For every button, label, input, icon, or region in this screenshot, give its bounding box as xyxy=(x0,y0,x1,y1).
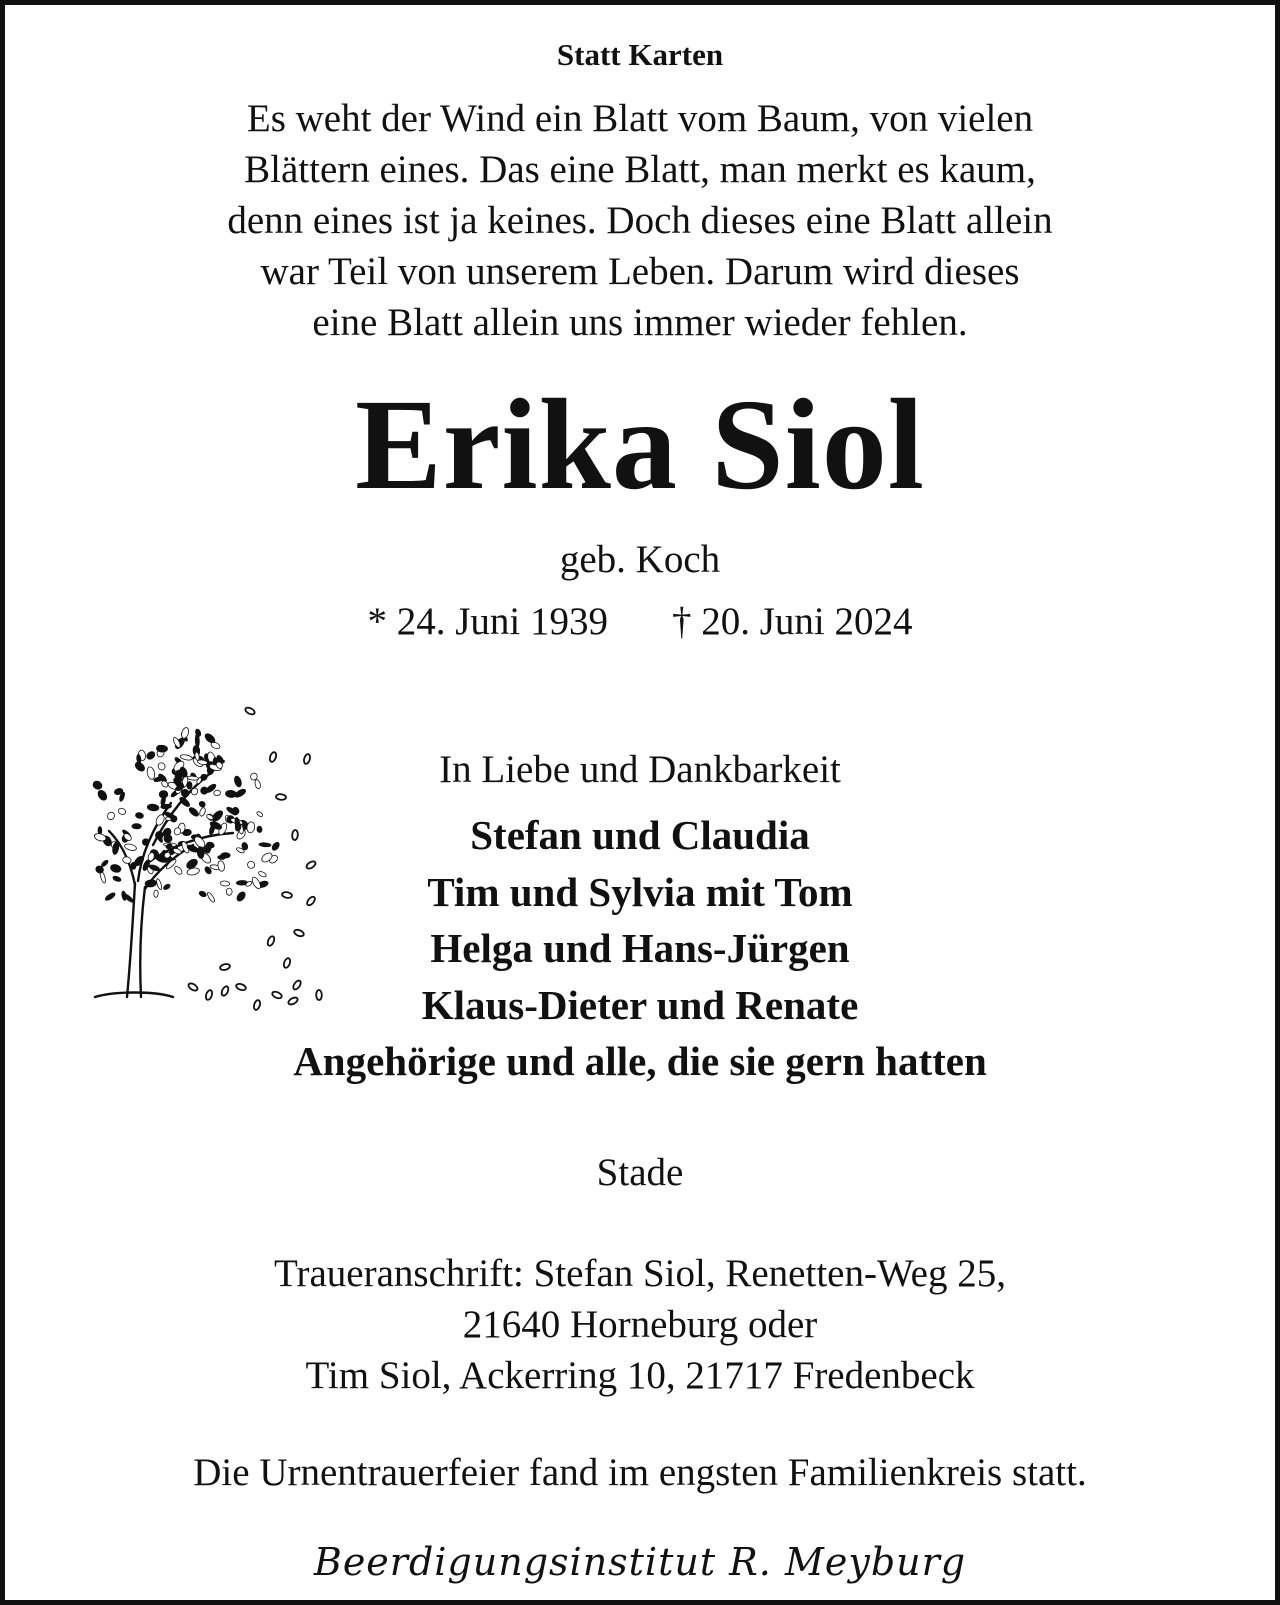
death-date: † 20. Juni 2024 xyxy=(672,600,913,643)
deceased-name: Erika Siol xyxy=(355,373,925,517)
mourner: Angehörige und alle, die sie gern hatten xyxy=(293,1038,987,1084)
funeral-home: Beerdigungsinstitut R. Meyburg xyxy=(313,1540,967,1584)
life-dates xyxy=(5,597,1275,647)
mourner: Stefan und Claudia xyxy=(470,812,810,858)
poem-line: Es weht der Wind ein Blatt vom Baum, von vielen xyxy=(246,97,1034,140)
address-line: Traueranschrift: Stefan Siol, Renetten-Weg 25, xyxy=(274,1252,1006,1295)
poem xyxy=(5,93,1275,348)
mourner: Helga und Hans-Jürgen xyxy=(430,925,850,971)
poem-line: Blättern eines. Das eine Blatt, man merkt es kaum, xyxy=(244,148,1036,191)
poem-line: war Teil von unserem Leben. Darum wird dieses xyxy=(260,250,1020,293)
dedication: In Liebe und Dankbarkeit xyxy=(439,748,841,791)
ceremony-note: Die Urnentrauerfeier fand im engsten Familienkreis statt. xyxy=(193,1451,1087,1494)
mourners-list xyxy=(5,807,1275,1090)
mourner: Tim und Sylvia mit Tom xyxy=(427,868,853,915)
mourning-address xyxy=(5,1248,1275,1401)
address-line: 21640 Horneburg oder xyxy=(462,1303,818,1346)
city: Stade xyxy=(596,1151,684,1194)
heading-statt-karten: Statt Karten xyxy=(556,37,724,72)
poem-line: denn eines ist ja keines. Doch dieses eine Blatt allein xyxy=(227,199,1053,242)
maiden-name: geb. Koch xyxy=(559,538,721,581)
birth-date: * 24. Juni 1939 xyxy=(367,600,608,643)
address-line: Tim Siol, Ackerring 10, 21717 Fredenbeck xyxy=(305,1354,975,1397)
poem-line: eine Blatt allein uns immer wieder fehlen. xyxy=(312,301,968,344)
mourner: Klaus-Dieter und Renate xyxy=(421,981,859,1028)
